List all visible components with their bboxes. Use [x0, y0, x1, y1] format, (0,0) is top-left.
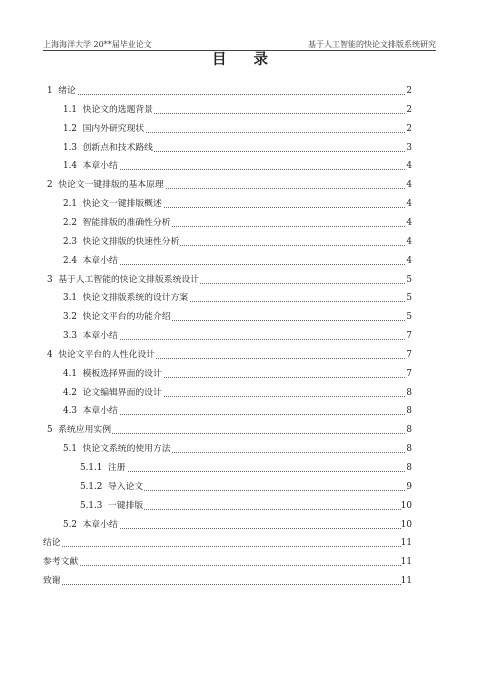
toc-entry-number: 2.1: [63, 199, 77, 210]
toc-entry-number: 4.3: [63, 406, 77, 417]
toc-entry-page: 8: [406, 444, 412, 455]
toc-entry-number: 3.1: [63, 293, 77, 304]
toc-entry-title: 本章小结: [82, 406, 118, 417]
toc-leader-dots: [80, 457, 407, 472]
toc-entry[interactable]: [0, 122, 480, 136]
toc-entry-number: 5.1.1: [80, 463, 103, 473]
toc-entry[interactable]: [0, 442, 480, 456]
toc-entry-page: 11: [400, 576, 412, 587]
toc-entry-label: [80, 480, 144, 494]
toc-entry-page: 11: [400, 557, 412, 568]
toc-entry[interactable]: [0, 310, 480, 324]
toc-entry-number: 1.2: [63, 123, 77, 134]
toc-entry-label: [63, 159, 119, 173]
toc-entry-page: 8: [406, 406, 412, 417]
toc-entry-label: [63, 386, 163, 400]
toc-entry[interactable]: [0, 291, 480, 305]
toc-entry-number: 2.4: [63, 255, 77, 266]
toc-entry-number: 4.1: [63, 368, 77, 379]
toc-entry-title: 一键排版: [107, 500, 144, 511]
toc-entry-title: 导入论文: [107, 481, 144, 492]
toc-entry-page: 9: [406, 481, 412, 492]
toc-entry-page: 8: [406, 387, 412, 398]
toc-entry-number: 1.3: [63, 142, 77, 153]
toc-entry-label: [63, 235, 180, 249]
toc-entry-label: [63, 197, 163, 211]
toc-entry[interactable]: [0, 386, 480, 400]
toc-entry[interactable]: [0, 159, 480, 173]
toc-entry-number: 5.1.3: [80, 500, 103, 511]
toc-entry-number: 3.2: [63, 312, 77, 323]
toc-entry-title: 快论文一键排版概述: [82, 199, 162, 210]
toc-leader-dots: [43, 532, 407, 547]
toc-entry-label: [47, 423, 112, 437]
toc-entry-title: 创新点和技术路线: [82, 142, 153, 153]
toc-entry-title: 本章小结: [82, 519, 118, 530]
toc-entry-page: 3: [406, 142, 412, 153]
toc-entry-page: 2: [406, 123, 412, 134]
toc-entry-label: [43, 536, 62, 550]
toc-entry[interactable]: [0, 197, 480, 211]
toc-entry-title: 论文编辑界面的设计: [82, 387, 162, 398]
page-title: 目 录: [211, 52, 280, 68]
toc-entry-label: [63, 216, 172, 230]
toc-entry[interactable]: [0, 348, 480, 362]
toc-entry-label: [47, 348, 156, 362]
toc-entry-page: 4: [406, 199, 412, 210]
toc-entry-page: 8: [406, 463, 412, 473]
toc-entry-page: 7: [406, 368, 412, 379]
toc-leader-dots: [47, 80, 407, 95]
toc-entry-label: [63, 404, 119, 418]
toc-entry-title: 快论文排版的快速性分析: [82, 236, 180, 247]
toc-entry[interactable]: [0, 329, 480, 343]
toc-entry-title: 系统应用实例: [58, 425, 111, 436]
toc-entry-title: 国内外研究现状: [82, 123, 145, 134]
toc-entry-page: 7: [406, 349, 412, 360]
toc-entry-page: 4: [406, 161, 412, 172]
toc-entry-title: 本章小结: [82, 255, 118, 266]
toc-entry[interactable]: [0, 103, 480, 117]
toc-entry-label: [63, 254, 119, 268]
toc-leader-dots: [43, 570, 407, 585]
toc-entry-number: 4.2: [63, 387, 77, 398]
toc-entry-number: 4: [47, 349, 53, 360]
toc-entry-page: 4: [406, 217, 412, 228]
toc-entry-title: 注册: [107, 463, 126, 473]
toc-entry-title: 本章小结: [82, 161, 118, 172]
toc-entry-label: [80, 499, 144, 513]
toc-entry-title: 快论文排版系统的设计方案: [82, 293, 189, 304]
toc-entry-title: 智能排版的准确性分析: [82, 217, 171, 228]
toc-entry-page: 8: [406, 425, 412, 436]
toc-entry[interactable]: [0, 423, 480, 437]
toc-entry-title: 绪论: [58, 86, 76, 96]
toc-entry-label: [63, 103, 154, 117]
toc-entry[interactable]: [0, 461, 480, 475]
toc-entry-label: [43, 555, 79, 569]
toc-entry[interactable]: [0, 518, 480, 532]
toc-entry-page: 4: [406, 236, 412, 247]
toc-entry[interactable]: [0, 574, 480, 588]
toc-entry-number: 5.1: [63, 444, 77, 455]
toc-entry[interactable]: [0, 84, 480, 98]
toc-entry-title: 快论文的选题背景: [82, 104, 153, 115]
toc-entry-label: [47, 178, 165, 192]
toc-entry-page: 2: [406, 104, 412, 115]
toc-entry-title: 基于人工智能的快论文排版系统设计: [58, 274, 199, 285]
toc-entry-number: 3.3: [63, 331, 77, 342]
toc-entry-page: 10: [400, 519, 412, 530]
toc-entry-number: 1: [47, 86, 53, 96]
header-left: 上海海洋大学 20**届毕业论文: [43, 40, 152, 49]
toc-entry-label: [80, 461, 127, 475]
toc-entry[interactable]: [0, 367, 480, 381]
toc-entry-page: 4: [406, 255, 412, 266]
toc-entry-number: 2: [47, 180, 53, 191]
toc-entry-label: [63, 442, 172, 456]
toc-entry-page: 11: [400, 538, 412, 549]
toc-entry-title: 结论: [43, 538, 61, 549]
toc-entry-title: 快论文系统的使用方法: [82, 444, 171, 455]
toc-entry-label: [47, 84, 77, 98]
toc-entry-page: 2: [406, 86, 412, 96]
header-right: 基于人工智能的快论文排版系统研究: [308, 40, 436, 49]
toc-entry-label: [47, 273, 200, 287]
toc-entry-label: [63, 122, 145, 136]
toc-entry[interactable]: [0, 178, 480, 192]
toc-entry-label: [43, 574, 62, 588]
toc-entry-title: 快论文平台的人性化设计: [58, 349, 155, 360]
toc-entry-label: [63, 310, 172, 324]
toc-entry-label: [63, 367, 163, 381]
toc-entry-number: 3: [47, 274, 53, 285]
toc-entry[interactable]: [0, 235, 480, 249]
toc-entry[interactable]: [0, 480, 480, 494]
toc-entry-page: 4: [406, 180, 412, 191]
toc-leader-dots: [43, 551, 407, 566]
toc-entry-number: 1.4: [63, 161, 77, 172]
toc-entry[interactable]: [0, 141, 480, 155]
toc-entry[interactable]: [0, 499, 480, 513]
toc-entry-title: 致谢: [43, 576, 61, 587]
toc-entry-title: 本章小结: [82, 331, 118, 342]
toc-entry-label: [63, 291, 189, 305]
toc-entry-number: 2.2: [63, 217, 77, 228]
toc-entry[interactable]: [0, 404, 480, 418]
toc-entry-label: [63, 518, 119, 532]
toc-entry-label: [63, 141, 154, 155]
toc-entry-page: 10: [400, 500, 412, 511]
toc-entry-page: 5: [406, 293, 412, 304]
toc-entry-page: 5: [406, 312, 412, 323]
toc-entry-label: [63, 329, 119, 343]
toc-entry-title: 快论文一键排版的基本原理: [58, 180, 164, 191]
toc-entry-number: 5.1.2: [80, 481, 103, 492]
toc-entry-page: 5: [406, 274, 412, 285]
toc-entry[interactable]: [0, 536, 480, 550]
toc-entry-number: 5: [47, 425, 53, 436]
toc-entry[interactable]: [0, 216, 480, 230]
toc-entry-title: 参考文献: [43, 557, 79, 568]
toc-entry-number: 2.3: [63, 236, 77, 247]
toc-entry-title: 快论文平台的功能介绍: [82, 312, 171, 323]
toc-entry[interactable]: [0, 555, 480, 569]
toc-entry[interactable]: [0, 254, 480, 268]
toc-entry-number: 5.2: [63, 519, 77, 530]
toc-entry-number: 1.1: [63, 104, 77, 115]
toc-entry-title: 模板选择界面的设计: [82, 368, 162, 379]
toc-entry[interactable]: [0, 273, 480, 287]
toc-entry-page: 7: [406, 331, 412, 342]
